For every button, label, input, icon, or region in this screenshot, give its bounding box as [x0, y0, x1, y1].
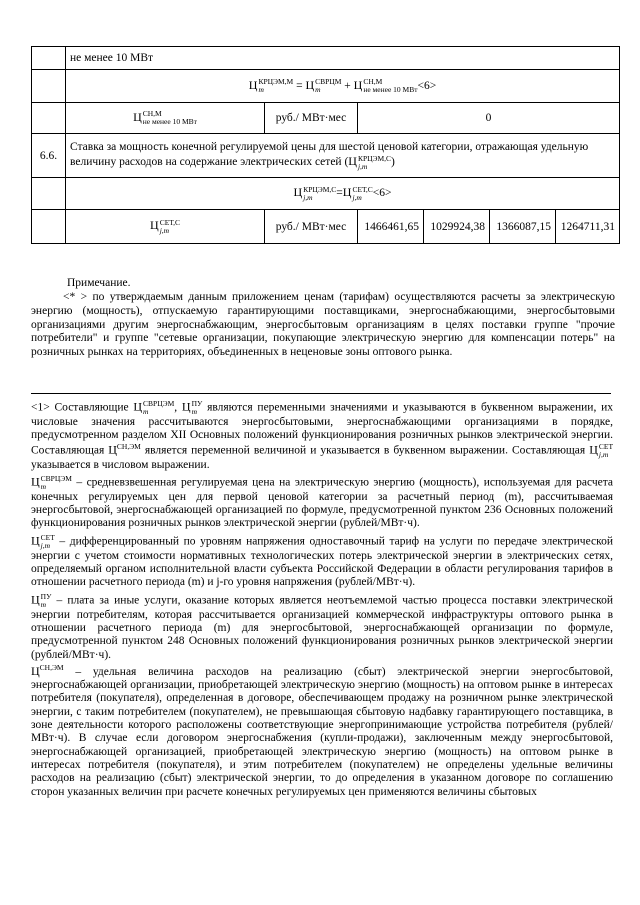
formula-2: Ц КРЦЭМ,С j,m =Ц СЕТ,С j,m <6> — [66, 178, 620, 210]
table-row — [32, 103, 620, 134]
footnotes — [31, 400, 613, 799]
note-body — [31, 291, 615, 360]
value-cell: 1466461,65 — [358, 210, 424, 244]
value-cell: 1264711,31 — [556, 210, 620, 244]
footnote-pu: Ц ПУ m – плата за иные услуги, оказание которых является неотъемлемой частью процесса поставки электрической энергии потребителям, которая рассчитывается организацией коммерческой инфраструктуры оптового рынка в отношении расчетного периода (m) для энергосбытовой, энергоснабжающей организации по формуле, предусмотренной пунктом 248 Основных положений функционирования розничных рынков электрической энергии (рублей/МВт·ч). — [31, 591, 613, 661]
tariff-table — [31, 46, 620, 244]
row-label: не менее 10 МВт — [66, 47, 620, 70]
value-cell: 1029924,38 — [424, 210, 490, 244]
footnote-set: Ц СЕТ j,m – дифференцированный по уровням напряжения одноставочный тариф на услуги по передаче электрической энергии с учетом стоимости нормативных технологических потерь электрической энергии в электрических сетях, определяемый органом исполнительной власти субъекта Российской Федерации в области регулирования тарифов в отношении расчетного периода (m) и j-го уровня напряжения (рублей/МВт·ч). — [31, 532, 613, 589]
footnote-cn: $Ц^{СН,ЭМ}$ – удельная величина расходов на реализацию (сбыт) электрической энергии энергосбытовой, энергоснабжающей организации, приобретающей электрическую энергию (мощность) на оптовом рынке в интересах потребителя (покупателя), определенная в договоре, обеспечивающем продажу на розничном рынке электрической энергии, с таким потребителем (покупателем), не превышающая сбытовую надбавку гарантирующего поставщика, в зоне деятельности которого расположены соответствующие энергопринимающие устройства потребителя (рублей/МВт·ч). В случае если договором энергоснабжения (купли-продажи), заключенным между энергосбытовой, энергоснабжающей организацией, приобретающей электрическую энергию (мощность) на оптовом рынке в интересах потребителя (покупателя), и этим потребителем (покупателем) не определены удельные величины расходов на реализацию (сбыт) электрической энергии, то до определения в указанном договоре по соглашению сторон указанных величин при расчете конечных регулируемых цен применяются величины сбытовых — [31, 663, 614, 798]
note-paragraph: <* > по утверждаемым данным приложением ценам (тарифам) осуществляются расчеты за электрическую энергию (мощность), отпускаемую гарантирующими поставщиками, энергоснабжающими, энергосбытовыми организациями другим энергоснабжающим, энергосбытовым организациям в целях поставки группе "прочие потребители" и группе "сетевые организации, покупающие электрическую энергию для компенсации потерь" на розничных рынках на территориях, объединенных в неценовые зоны оптового рынка. — [31, 291, 615, 359]
table-row — [32, 70, 620, 103]
value-cell: 0 — [358, 103, 620, 134]
footnote-svrcem: Ц СВРЦЭМ m – средневзвешенная регулируемая цена на электрическую энергию (мощность), используемая для расчета конечных регулируемых цен для первой ценовой категории за расчетный период (m), рассчитываемая энергосбытовой, энергоснабжающей организацией по формуле, предусмотренной пунктом 236 Основных положений функционирования розничных рынков электрической энергии (рублей/МВт·ч). — [31, 473, 614, 530]
footnote-1: <1> Составляющие Ц СВРЦЭМ m , Ц ПУ m являются переменными значениями и указываются в буквенном выражении, их числовые значения рассчитываются энергосбытовыми, энергоснабжающими организациями в порядке, предусмотренном разделом XII Основных положений функционирования розничных рынков электрической энергии. Составляющая $Ц^{СН,ЭМ}$ является переменной величиной и указывается в буквенном выражении. Составляющая Ц СЕТ j,m указывается в числовом выражении. — [31, 399, 614, 471]
table-row — [32, 210, 620, 244]
table-row — [32, 47, 620, 70]
unit-cell: руб./ МВт·мес — [265, 103, 358, 134]
set-symbol: Ц СЕТ,С j,m — [66, 210, 265, 244]
value-cell: 1366087,15 — [490, 210, 556, 244]
section-text: Ставка за мощность конечной регулируемой цены для шестой ценовой категории, отражающая удельную величину расходов на содержание электрических сетей (Ц КРЦЭМ,С j,m ) — [66, 134, 620, 178]
table-row — [32, 134, 620, 178]
note-title: Примечание. — [67, 277, 131, 289]
cn-symbol: Ц СН,М не менее 10 МВт — [66, 103, 265, 134]
divider — [31, 393, 611, 394]
table-row — [32, 178, 620, 210]
unit-cell: руб./ МВт·мес — [265, 210, 358, 244]
formula-1: Ц КРЦЭМ,М m = Ц СВРЦМ m + Ц СН,М не менее 10 МВт <6> — [66, 70, 620, 103]
section-number: 6.6. — [32, 134, 66, 178]
